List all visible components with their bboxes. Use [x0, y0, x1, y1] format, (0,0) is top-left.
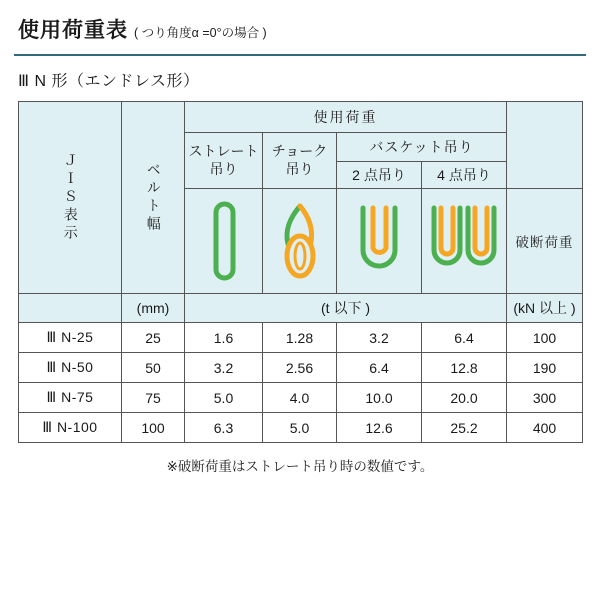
cell-width: 100: [122, 413, 185, 443]
header-jis: [19, 102, 122, 294]
load-capacity-table: [18, 101, 583, 443]
figure-choke-cell: [263, 189, 337, 294]
choke-sling-icon: [263, 189, 336, 293]
straight-sling-icon: [185, 189, 262, 293]
header-belt-width-label: ベルト幅: [145, 161, 162, 234]
cell-choke: 1.28: [263, 323, 337, 353]
table-row: [19, 383, 583, 413]
cell-basket2: 3.2: [337, 323, 422, 353]
basket-2point-sling-icon: [337, 189, 421, 293]
header-breaking-load-label: 破断荷重: [515, 235, 574, 250]
figure-straight-cell: [185, 189, 263, 294]
table-units-row: [19, 294, 583, 323]
cell-width: 50: [122, 353, 185, 383]
cell-choke: 2.56: [263, 353, 337, 383]
cell-basket4: 6.4: [422, 323, 507, 353]
cell-basket2: 6.4: [337, 353, 422, 383]
cell-break: 100: [507, 323, 583, 353]
cell-basket4: 12.8: [422, 353, 507, 383]
header-basket-2point: 2 点吊り: [337, 162, 422, 189]
units-load: (t 以下 ): [185, 294, 507, 323]
cell-basket4: 20.0: [422, 383, 507, 413]
page-subtitle: ( つり角度α =0°の場合 ): [134, 26, 267, 40]
units-jis: [19, 294, 122, 323]
form-name: Ⅲ N 形（エンドレス形）: [18, 73, 200, 90]
cell-break: 300: [507, 383, 583, 413]
header-straight: ストレート吊り: [185, 133, 263, 189]
header-basket-4point: 4 点吊り: [422, 162, 507, 189]
page-title: 使用荷重表: [18, 19, 128, 42]
header-belt-width: [122, 102, 185, 294]
table-container: [0, 101, 600, 443]
cell-straight: 3.2: [185, 353, 263, 383]
header-breaking-load-cell: [507, 189, 583, 294]
cell-basket4: 25.2: [422, 413, 507, 443]
cell-choke: 4.0: [263, 383, 337, 413]
cell-straight: 6.3: [185, 413, 263, 443]
cell-jis: Ⅲ N-50: [19, 353, 122, 383]
table-row: [19, 413, 583, 443]
cell-basket2: 12.6: [337, 413, 422, 443]
cell-width: 25: [122, 323, 185, 353]
units-width: (mm): [122, 294, 185, 323]
header-jis-label: ＪＩＳ表示: [62, 152, 79, 243]
cell-jis: Ⅲ N-75: [19, 383, 122, 413]
page-header: [0, 0, 600, 52]
basket-4point-sling-icon: [422, 189, 506, 293]
figure-basket-2point-cell: [337, 189, 422, 294]
table-row: [19, 323, 583, 353]
cell-choke: 5.0: [263, 413, 337, 443]
cell-straight: 5.0: [185, 383, 263, 413]
cell-break: 190: [507, 353, 583, 383]
figure-basket-4point-cell: [422, 189, 507, 294]
cell-width: 75: [122, 383, 185, 413]
table-row: [19, 353, 583, 383]
header-usage-load: 使用荷重: [185, 102, 507, 133]
table-header-row-1: [19, 102, 583, 133]
footnote: ※破断荷重はストレート吊り時の数値です。: [166, 459, 434, 474]
header-breaking-load: [507, 102, 583, 189]
cell-break: 400: [507, 413, 583, 443]
header-basket: バスケット吊り: [337, 133, 507, 162]
cell-straight: 1.6: [185, 323, 263, 353]
units-break: (kN 以上 ): [507, 294, 583, 323]
cell-basket2: 10.0: [337, 383, 422, 413]
cell-jis: Ⅲ N-100: [19, 413, 122, 443]
cell-jis: Ⅲ N-25: [19, 323, 122, 353]
header-choke: チョーク吊り: [263, 133, 337, 189]
